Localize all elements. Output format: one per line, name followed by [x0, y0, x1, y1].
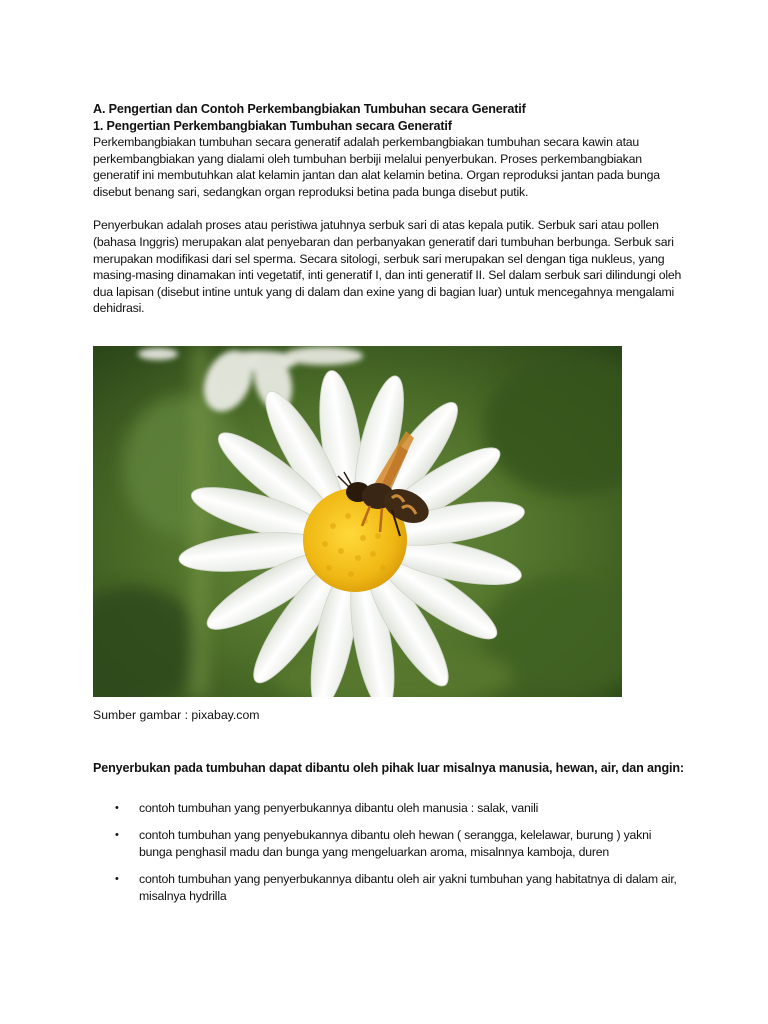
- paragraph-line: perkembangbiakan yang dialami oleh tumbuhan berbiji melalui penyerbukan. Proses perkembangbiakan: [93, 151, 642, 166]
- list-item-line: bunga penghasil madu dan bunga yang mengeluarkan aroma, misalnnya kamboja, duren: [139, 844, 610, 859]
- list-item-line: contoh tumbuhan yang penyerbukannya dibantu oleh air yakni tumbuhan yang habitatnya di dalam air,: [139, 871, 677, 886]
- image-caption: Sumber gambar : pixabay.com: [93, 707, 260, 722]
- list-item: [93, 827, 683, 861]
- paragraph-pollination: [93, 217, 683, 317]
- paragraph-line: Penyerbukan adalah proses atau peristiwa jatuhnya serbuk sari di atas kepala putik. Serbuk sari atau pollen: [93, 218, 659, 233]
- paragraph-definition: [93, 134, 683, 200]
- list-item-line: contoh tumbuhan yang penyebukannya dibantu oleh hewan ( serangga, kelelawar, burung ) yakni: [139, 827, 652, 842]
- document-page: [93, 101, 683, 915]
- paragraph-line: dua lapisan (disebut intine untuk yang di dalam dan exine yang di bagian luar) untuk mencegahnya mengalami: [93, 284, 675, 299]
- paragraph-line: dehidrasi.: [93, 301, 145, 316]
- section-heading-a: A. Pengertian dan Contoh Perkembangbiakan Tumbuhan secara Generatif: [93, 102, 526, 116]
- daisy-bee-photo: [93, 346, 622, 697]
- list-item-line: contoh tumbuhan yang penyerbukannya dibantu oleh manusia : salak, vanili: [139, 800, 539, 815]
- paragraph-line: generatif ini membutuhkan alat kelamin jantan dan alat kelamin betina. Organ reproduksi jantan pada bunga: [93, 168, 660, 183]
- paragraph-line: masing-masing dinamakan inti vegetatif, inti generatif I, dan inti generatif II. Sel dalam serbuk sari dilindungi oleh: [93, 268, 682, 283]
- paragraph-line: (bahasa Inggris) merupakan alat penyebaran dan perbanyakan generatif dari tumbuhan berbunga. Serbuk sari: [93, 234, 674, 249]
- paragraph-line: Perkembangbiakan tumbuhan secara generatif adalah perkembangbiakan tumbuhan secara kawin atau: [93, 135, 640, 149]
- list-item: [93, 800, 683, 817]
- pollination-examples-list: [93, 800, 683, 905]
- bullet-icon: •: [115, 828, 119, 841]
- paragraph-line: disebut benang sari, sedangkan organ reproduksi betina pada bunga disebut putik.: [93, 184, 529, 199]
- bullet-icon: •: [115, 801, 119, 814]
- bullet-icon: •: [115, 872, 119, 885]
- list-item: [93, 871, 683, 905]
- section-heading-1: 1. Pengertian Perkembangbiakan Tumbuhan secara Generatif: [93, 118, 452, 133]
- pollination-helpers-heading: Penyerbukan pada tumbuhan dapat dibantu oleh pihak luar misalnya manusia, hewan, air, dan angin:: [93, 760, 684, 775]
- list-item-line: misalnya hydrilla: [139, 888, 227, 903]
- paragraph-line: merupakan modifikasi dari sel sperma. Secara sitologi, serbuk sari merupakan sel dengan tiga nukleus, yang: [93, 251, 665, 266]
